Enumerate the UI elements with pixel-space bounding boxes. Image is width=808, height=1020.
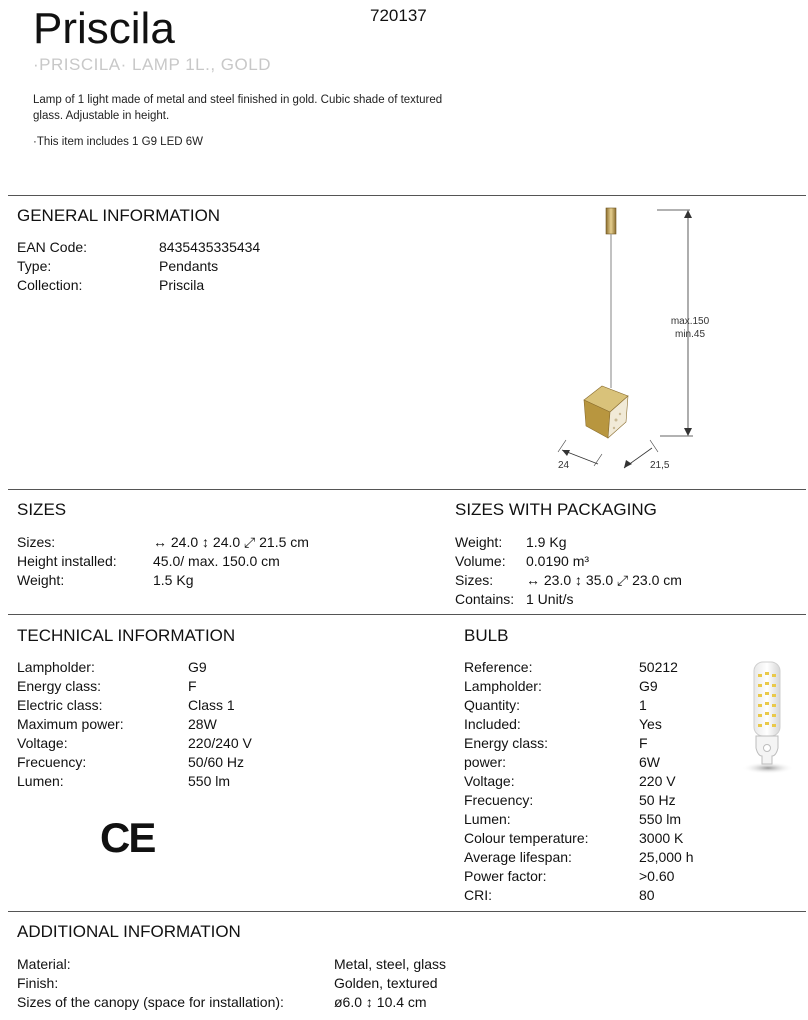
bulb-label: Colour temperature: <box>464 830 589 846</box>
technical-value: F <box>188 678 197 694</box>
sizes-label: Sizes: <box>17 534 56 550</box>
packaging-value: ↔ 23.0 ↕ 35.0 ⤢ 23.0 cm <box>526 572 682 588</box>
bulb-label: Reference: <box>464 659 533 675</box>
divider <box>8 489 806 490</box>
packaging-label: Contains: <box>455 591 515 607</box>
additional-label: Material: <box>17 956 71 972</box>
technical-label: Voltage: <box>17 735 68 751</box>
depth-label: 21,5 <box>650 460 670 471</box>
bulb-value: F <box>639 735 648 751</box>
height-max-label: max.150 <box>670 316 710 327</box>
sizes-value: ↔ 24.0 ↕ 24.0 ⤢ 21.5 cm <box>153 534 309 550</box>
bulb-value: 50212 <box>639 659 678 675</box>
bulb-value: G9 <box>639 678 658 694</box>
additional-label: Sizes of the canopy (space for installation): <box>17 994 284 1010</box>
bulb-image <box>738 656 798 780</box>
product-code: 720137 <box>370 6 427 25</box>
height-min-label: min.45 <box>674 329 706 340</box>
packaging-value: 1.9 Kg <box>526 534 567 550</box>
packaging-label: Weight: <box>455 534 503 550</box>
lamp-diagram <box>540 200 740 480</box>
technical-label: Lumen: <box>17 773 64 789</box>
bulb-value: 80 <box>639 887 655 903</box>
technical-label: Frecuency: <box>17 754 87 770</box>
technical-label: Electric class: <box>17 697 103 713</box>
additional-value: Metal, steel, glass <box>334 956 447 972</box>
cube-shade <box>584 386 628 438</box>
bulb-value: 550 lm <box>639 811 682 827</box>
general-value: 8435435335434 <box>159 239 261 255</box>
bulb-label: Power factor: <box>464 868 547 884</box>
general-value: Priscila <box>159 277 205 293</box>
sizes-value: 1.5 Kg <box>153 572 194 588</box>
general-label: EAN Code: <box>17 239 88 255</box>
bulb-label: CRI: <box>464 887 492 903</box>
packaging-value: 0.0190 m³ <box>526 553 590 569</box>
technical-label: Maximum power: <box>17 716 124 732</box>
bulb-value: >0.60 <box>639 868 675 884</box>
bulb-label: Average lifespan: <box>464 849 572 865</box>
technical-heading: TECHNICAL INFORMATION <box>17 626 236 645</box>
product-note: ·This item includes 1 G9 LED 6W <box>33 136 204 148</box>
product-description: Lamp of 1 light made of metal and steel finished in gold. Cubic shade of textured glass. Adjustable in height. <box>33 94 443 122</box>
technical-value: 50/60 Hz <box>188 754 245 770</box>
bulb-label: power: <box>464 754 507 770</box>
ce-mark: CE <box>100 814 155 861</box>
additional-heading: ADDITIONAL INFORMATION <box>17 922 241 941</box>
general-label: Collection: <box>17 277 83 293</box>
divider <box>8 614 806 615</box>
bulb-value: 3000 K <box>639 830 684 846</box>
packaging-value: 1 Unit/s <box>526 591 574 607</box>
general-value: Pendants <box>159 258 219 274</box>
technical-label: Lampholder: <box>17 659 95 675</box>
product-subtitle: ·PRISCILA· LAMP 1L., GOLD <box>33 55 271 74</box>
bulb-value: 50 Hz <box>639 792 676 808</box>
canopy-shape <box>606 208 616 234</box>
packaging-heading: SIZES WITH PACKAGING <box>455 500 657 519</box>
technical-value: G9 <box>188 659 207 675</box>
bulb-heading: BULB <box>464 626 509 645</box>
sizes-label: Weight: <box>17 572 65 588</box>
bulb-value: 6W <box>639 754 660 770</box>
technical-value: 28W <box>188 716 217 732</box>
sizes-label: Height installed: <box>17 553 117 569</box>
technical-value: 220/240 V <box>188 735 252 751</box>
bulb-label: Frecuency: <box>464 792 534 808</box>
width-label: 24 <box>558 460 570 471</box>
bulb-value: Yes <box>639 716 662 732</box>
bulb-label: Lampholder: <box>464 678 542 694</box>
bulb-label: Included: <box>464 716 521 732</box>
general-label: Type: <box>17 258 52 274</box>
additional-value: ø6.0 ↕ 10.4 cm <box>334 994 427 1010</box>
additional-value: Golden, textured <box>334 975 438 991</box>
bulb-value: 220 V <box>639 773 676 789</box>
divider <box>8 195 806 196</box>
bulb-label: Quantity: <box>464 697 521 713</box>
product-title: Priscila <box>33 4 175 53</box>
bulb-label: Energy class: <box>464 735 549 751</box>
technical-value: 550 lm <box>188 773 231 789</box>
divider <box>8 911 806 912</box>
bulb-value: 25,000 h <box>639 849 694 865</box>
bulb-label: Lumen: <box>464 811 511 827</box>
additional-label: Finish: <box>17 975 59 991</box>
bulb-label: Voltage: <box>464 773 515 789</box>
packaging-label: Sizes: <box>455 572 494 588</box>
sizes-value: 45.0/ max. 150.0 cm <box>153 553 280 569</box>
technical-value: Class 1 <box>188 697 235 713</box>
packaging-label: Volume: <box>455 553 506 569</box>
sizes-heading: SIZES <box>17 500 67 519</box>
technical-label: Energy class: <box>17 678 102 694</box>
general-heading: GENERAL INFORMATION <box>17 206 221 225</box>
bulb-value: 1 <box>639 697 647 713</box>
